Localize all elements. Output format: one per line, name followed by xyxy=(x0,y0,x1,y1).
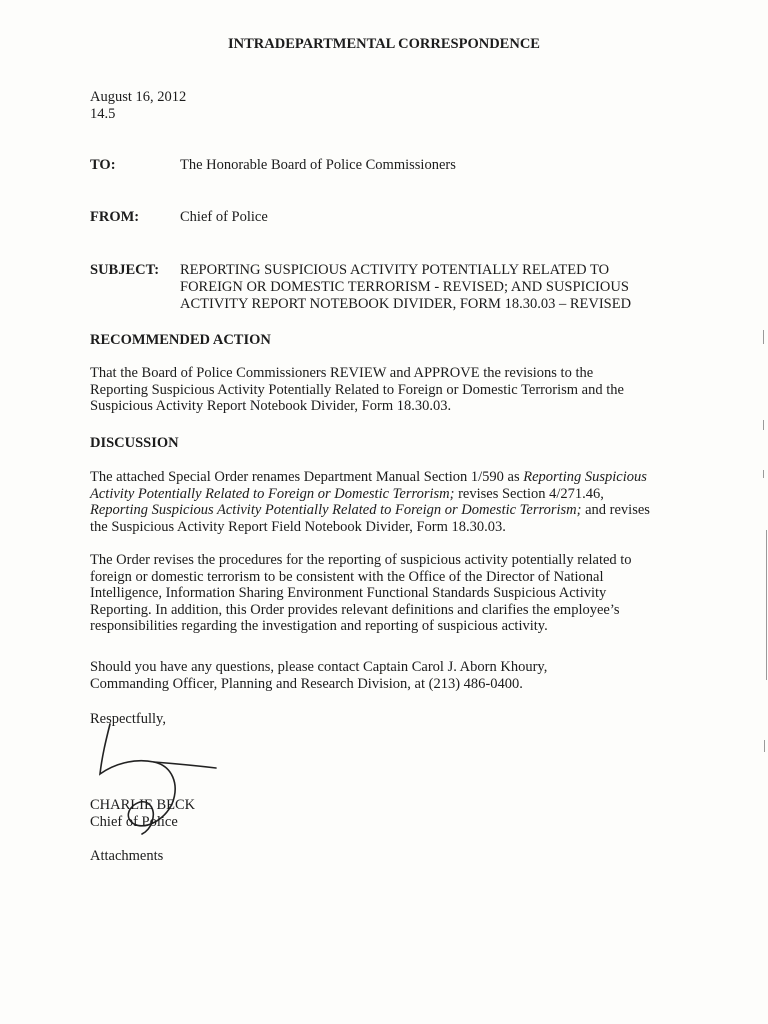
line-text: and revises xyxy=(581,502,650,519)
paragraph-line: Intelligence, Information Sharing Environment Functional Standards Suspicious Activity xyxy=(90,585,607,602)
memo-reference: 14.5 xyxy=(90,106,116,122)
subject-label: SUBJECT: xyxy=(90,262,160,278)
from-label: FROM: xyxy=(90,209,140,225)
paragraph-line: The Order revises the procedures for the reporting of suspicious activity potentially related to xyxy=(90,552,632,568)
subject-line: ACTIVITY REPORT NOTEBOOK DIVIDER, FORM 18.30.03 – REVISED xyxy=(180,296,632,312)
line-text: revises Section 4/271.46, xyxy=(454,485,604,502)
paragraph-line xyxy=(90,469,690,486)
discussion-paragraph-3 xyxy=(90,659,690,692)
discussion-paragraph-2 xyxy=(90,552,690,635)
scan-edge-mark xyxy=(763,330,764,344)
memo-date: August 16, 2012 xyxy=(90,89,187,105)
paragraph-line: Suspicious Activity Report Notebook Divider, Form 18.30.03. xyxy=(90,398,452,415)
subject-line: REPORTING SUSPICIOUS ACTIVITY POTENTIALLY RELATED TO xyxy=(180,262,610,278)
signatory-title: Chief of Police xyxy=(90,814,178,830)
paragraph-line: That the Board of Police Commissioners REVIEW and APPROVE the revisions to the xyxy=(90,365,594,381)
paragraph-line: responsibilities regarding the investigation and reporting of suspicious activity. xyxy=(90,618,548,635)
document-title: INTRADEPARTMENTAL CORRESPONDENCE xyxy=(228,36,540,52)
scan-edge-mark xyxy=(763,470,764,478)
discussion-paragraph-1 xyxy=(90,469,690,535)
discussion-heading: DISCUSSION xyxy=(90,435,179,451)
paragraph-line: foreign or domestic terrorism to be consistent with the Office of the Director of National xyxy=(90,568,604,585)
subject-line: FOREIGN OR DOMESTIC TERRORISM - REVISED; AND SUSPICIOUS xyxy=(180,279,629,295)
italic-text: Activity Potentially Related to Foreign or Domestic Terrorism; xyxy=(90,485,455,502)
scan-edge-mark xyxy=(764,740,765,752)
italic-text: Reporting Suspicious xyxy=(523,469,647,485)
paragraph-line xyxy=(90,502,690,519)
signatory-name: CHARLIE BECK xyxy=(90,797,196,813)
recommended-heading: RECOMMENDED ACTION xyxy=(90,332,271,348)
paragraph-line: Should you have any questions, please contact Captain Carol J. Aborn Khoury, xyxy=(90,659,548,675)
line-text: The attached Special Order renames Department Manual Section 1/590 as xyxy=(90,469,524,485)
scan-edge-line xyxy=(766,530,767,680)
paragraph-line: Commanding Officer, Planning and Research Division, at (213) 486-0400. xyxy=(90,675,523,692)
paragraph-line: Reporting Suspicious Activity Potentially Related to Foreign or Domestic Terrorism and the xyxy=(90,381,624,398)
paragraph-line xyxy=(90,486,690,503)
paragraph-line: Reporting. In addition, this Order provides relevant definitions and clarifies the employee’s xyxy=(90,601,620,618)
to-value: The Honorable Board of Police Commissioners xyxy=(180,157,456,173)
from-value: Chief of Police xyxy=(180,209,268,225)
italic-text: Reporting Suspicious Activity Potentially Related to Foreign or Domestic Terrorism; xyxy=(90,502,582,519)
paragraph-line: the Suspicious Activity Report Field Notebook Divider, Form 18.30.03. xyxy=(90,518,506,535)
to-label: TO: xyxy=(90,157,116,173)
attachments-note: Attachments xyxy=(90,848,164,864)
recommended-paragraph xyxy=(90,365,690,415)
salutation: Respectfully, xyxy=(90,711,166,727)
scan-edge-mark xyxy=(763,420,764,430)
